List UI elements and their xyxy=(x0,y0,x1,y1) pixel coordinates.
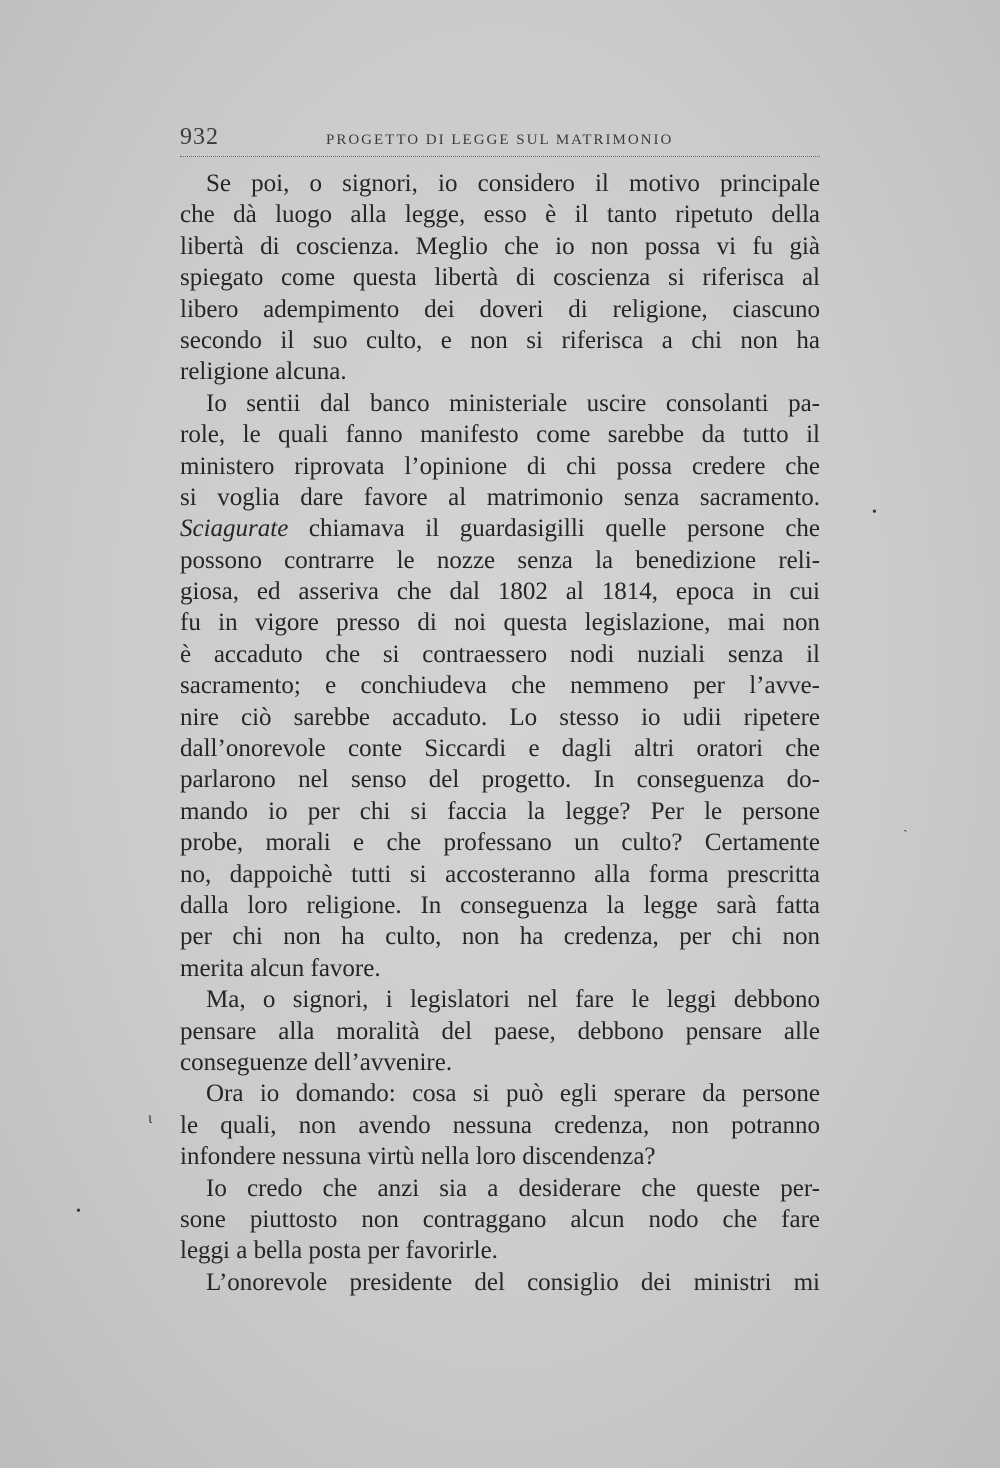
text-line: libero adempimento dei doveri di religione, ciascuno xyxy=(180,295,820,323)
text-line: è accaduto che si contraessero nodi nuziali senza il xyxy=(180,640,820,668)
text-line: infondere nessuna virtù nella loro discendenza? xyxy=(180,1143,656,1171)
text-line: secondo il suo culto, e non si riferisca a chi non ha xyxy=(180,326,820,354)
print-speck: ɩ xyxy=(148,1110,153,1127)
text-line: Se poi, o signori, io considero il motivo principale xyxy=(206,170,820,197)
text-line: dall’onorevole conte Siccardi e dagli altri oratori che xyxy=(180,735,820,763)
text-line: role, le quali fanno manifesto come sarebbe da tutto il xyxy=(180,421,820,449)
text-line: si voglia dare favore al matrimonio senza sacramento. xyxy=(180,483,820,511)
text-line: merita alcun favore. xyxy=(180,954,381,982)
text-line: leggi a bella posta per favorirle. xyxy=(180,1237,498,1265)
text-line: spiegato come questa libertà di coscienza si riferisca al xyxy=(180,264,820,292)
text-line: giosa, ed asseriva che dal 1802 al 1814, epoca in cui xyxy=(180,578,820,606)
print-speck: • xyxy=(872,505,877,520)
text-line: sacramento; e conchiudeva che nemmeno per l’avve- xyxy=(180,672,820,700)
text-line: sone piuttosto non contraggano alcun nodo che fare xyxy=(180,1205,820,1233)
header-divider xyxy=(180,156,820,157)
paragraph-3 xyxy=(180,984,820,1078)
text-line: chiamava il guardasigilli quelle persone che xyxy=(308,515,821,543)
text-line: ministero riprovata l’opinione di chi possa credere che xyxy=(180,452,820,480)
text-line: Ora io domando: cosa si può egli sperare da persone xyxy=(206,1080,820,1108)
paragraph-5 xyxy=(180,1173,820,1267)
body-text xyxy=(180,168,820,1298)
text-line: probe, morali e che professano un culto? Certamente xyxy=(180,829,820,857)
paragraph-4 xyxy=(180,1078,820,1172)
text-line: L’onorevole presidente del consiglio dei ministri mi xyxy=(206,1268,820,1296)
text-line: possono contrarre le nozze senza la benedizione reli- xyxy=(180,546,820,574)
paragraph-1 xyxy=(180,168,820,388)
text-line: mando io per chi si faccia la legge? Per le persone xyxy=(180,797,820,825)
text-line: no, dappoichè tutti si accosteranno alla forma prescritta xyxy=(180,860,820,888)
text-line: parlarono nel senso del progetto. In conseguenza do- xyxy=(180,766,820,794)
print-speck: • xyxy=(76,1204,81,1219)
text-line: religione alcuna. xyxy=(180,358,347,386)
running-title: PROGETTO DI LEGGE SUL MATRIMONIO xyxy=(326,132,674,148)
text-line-with-italic xyxy=(180,513,820,544)
text-line: libertà di coscienza. Meglio che io non possa vi fu già xyxy=(180,232,820,260)
text-line: conseguenze dell’avvenire. xyxy=(180,1048,453,1076)
text-line: Io sentii dal banco ministeriale uscire consolanti pa- xyxy=(206,389,820,417)
paragraph-2 xyxy=(180,388,820,984)
text-line: che dà luogo alla legge, esso è il tanto ripetuto della xyxy=(180,201,820,229)
print-speck: ˎ xyxy=(903,818,908,833)
text-line: le quali, non avendo nessuna credenza, non potranno xyxy=(180,1111,820,1139)
italic-word: Sciagurate xyxy=(180,515,289,543)
text-line: per chi non ha culto, non ha credenza, per chi non xyxy=(180,923,820,951)
text-line: dalla loro religione. In conseguenza la legge sarà fatta xyxy=(180,891,820,919)
page-header xyxy=(180,120,820,160)
text-line: pensare alla moralità del paese, debbono pensare alle xyxy=(180,1017,820,1045)
paragraph-6 xyxy=(180,1267,820,1298)
text-line: fu in vigore presso di noi questa legislazione, mai non xyxy=(180,609,820,637)
page-number: 932 xyxy=(180,124,219,150)
text-line: nire ciò sarebbe accaduto. Lo stesso io udii ripetere xyxy=(180,703,820,731)
text-line: Io credo che anzi sia a desiderare che queste per- xyxy=(206,1174,820,1202)
text-line: Ma, o signori, i legislatori nel fare le leggi debbono xyxy=(206,986,820,1014)
